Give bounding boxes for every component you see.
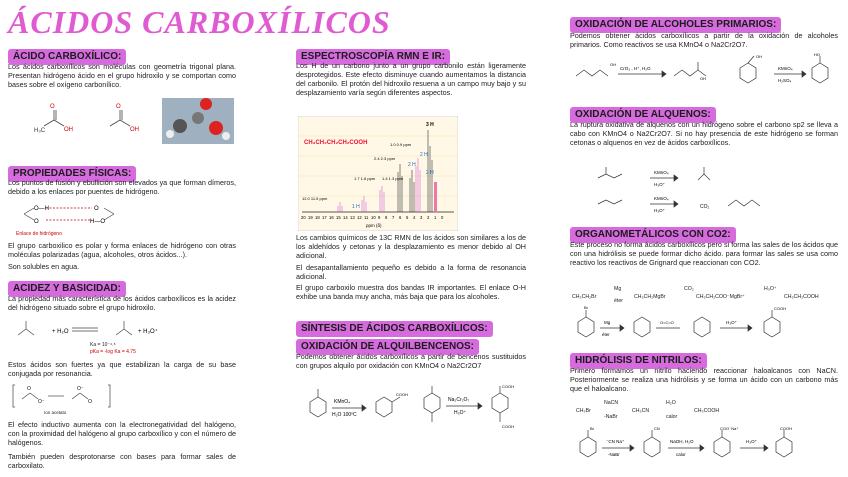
svg-text:12: 12 [357, 215, 362, 220]
eq-grignard: CH₃CH₂MgBr [634, 294, 666, 300]
svg-text:4: 4 [413, 215, 416, 220]
text-hidrolisis-nitrilos: Primero formamos un nitrilo haciendo reaccionar haloalcanos con NaCN. Posteriormente se realiza una hidrólisis y se forma un ácido con un carbono más que el haloalcano. [570, 366, 838, 393]
alkylbenzene-oxidation [296, 384, 526, 442]
eq-acetic-acid: CH₃COOH [694, 408, 720, 414]
svg-text:9: 9 [378, 215, 381, 220]
nitrile-cyclic [570, 424, 840, 468]
eq-ether: éter [614, 298, 623, 304]
resonance-diagram [12, 383, 122, 411]
nmr-label-2h-c: 2 H [426, 170, 434, 176]
nmr-formula: CH₃CH₂CH₂CH₂COOH [304, 140, 368, 146]
nmr-peak-5: 1.4 1.3 ppm [382, 176, 404, 181]
svg-text:OH: OH [610, 62, 616, 67]
eq-nacn: NaCN [604, 400, 619, 406]
reagent-kmno4-3: KMnO₄ [654, 170, 669, 175]
svg-text:O⁻: O⁻ [38, 399, 45, 405]
nmr-label-2h-b: 2 H [408, 162, 416, 168]
reagent-mg: Mg [604, 320, 611, 325]
text-organometalicos: Este proceso no forma ácidos carboxílicos pero si forma las sales de los ácidos que con una hidrólisis se puede formar dicho ácido. para formar las sales se usa como reactivo los reactivos de Grignard que reaccionan con CO2. [570, 240, 838, 267]
nmr-label-3h: 3 H [426, 122, 434, 128]
eq-ethyl-bromide: CH₃CH₂Br [572, 294, 597, 300]
reagent-na2cr2o7: Na₂Cr₂O₇ [448, 397, 470, 403]
svg-text:+ H₂O: + H₂O [52, 329, 69, 335]
svg-text:O: O [34, 219, 39, 225]
svg-text:COOH: COOH [780, 426, 792, 431]
svg-text:1: 1 [434, 215, 437, 220]
ka-value: Ka = 10⁻⁴.⁸ [90, 342, 116, 348]
hydrogen-bond-label: Enlace de hidrógeno [16, 231, 62, 237]
text-espectroscopia-1: Los H de un carbono junto a un grupo carbonilo están ligeramente desprotegidos. Este efecto disminuye cuando aumentamos la distancia del carbonilo. El protón del hidroxilo resuena a un campo muy bajo y su desplazamiento varía según diferentes aspectos. [296, 61, 526, 97]
svg-text:H—O: H—O [90, 219, 105, 225]
heading-propiedades-fisicas: PROPIEDADES FÍSICAS: [8, 166, 136, 182]
svg-text:19: 19 [308, 215, 313, 220]
heading-acidez: ACIDEZ Y BASICIDAD: [8, 281, 126, 297]
nmr-peak-4: 1.7 1.6 ppm [354, 176, 376, 181]
svg-text:11: 11 [364, 215, 369, 220]
text-oxidacion-alquilbencenos: Podemos obtener ácidos carboxílicos a partir de bencenos sustituidos con grupos alquilo por oxidación con KMnO4 o Na2Cr2O7 [296, 352, 526, 370]
reagent-kmno4-4: KMnO₄ [654, 196, 669, 201]
heading-oxidacion-alcoholes: OXIDACIÓN DE ALCOHOLES PRIMARIOS: [570, 17, 781, 33]
svg-text:16: 16 [329, 215, 334, 220]
reagent-h3o-3: H₃O⁺ [654, 208, 665, 213]
svg-text:O⁻: O⁻ [77, 386, 84, 392]
nitrile-equation [570, 398, 840, 422]
svg-text:O: O [50, 104, 55, 110]
text-espectroscopia-3: El desapantallamiento pequeño es debido a la forma de resonancia adicional. [296, 263, 526, 281]
eq-calor: calor [666, 414, 678, 420]
eq-h2o: H₂O [666, 400, 676, 406]
heading-acido-carboxilico: ÁCIDO CARBOXÍLICO: [8, 49, 126, 65]
svg-text:17: 17 [322, 215, 327, 220]
svg-text:13: 13 [350, 215, 355, 220]
svg-text:COOH: COOH [502, 424, 514, 429]
svg-text:Br: Br [584, 306, 588, 310]
heading-organometalicos: ORGANOMETÁLICOS CON CO2: [570, 227, 736, 243]
reagent-h3o-4: H₃O⁺ [726, 320, 737, 325]
heading-oxidacion-alquenos: OXIDACIÓN DE ALQUENOS: [570, 107, 716, 123]
text-acidez-2: Estos ácidos son fuertes ya que estabilizan la carga de su base conjugada por resonancia. [8, 360, 236, 378]
co2-product: CO₂ [700, 204, 710, 210]
svg-text:O: O [27, 386, 31, 392]
svg-text:COO⁻Na⁺: COO⁻Na⁺ [720, 426, 739, 431]
text-propiedades-2: El grupo carboxilico es polar y forma enlaces de hidrógeno con otras moléculas polarizadas (agua, alcoholes, otros ácidos...). [8, 241, 236, 259]
svg-text:O=C=O: O=C=O [660, 320, 674, 325]
reagent-calor: calor [676, 452, 686, 457]
svg-text:6: 6 [399, 215, 402, 220]
svg-text:7: 7 [392, 215, 395, 220]
svg-text:O: O [116, 104, 121, 110]
eq-mg: Mg [614, 286, 622, 292]
svg-text:COOH: COOH [396, 392, 408, 397]
eq-h3o: H₃O⁺ [764, 286, 777, 292]
text-espectroscopia-2: Los cambios químicos de 13C RMN de los ácidos son similares a los de los aldehídos y cetonas y la desplazamiento es menor debido al OH adicional. [296, 233, 526, 260]
text-oxidacion-alquenos: La ruptura oxidativa de alquenos con un hidrógeno sobre el carbono sp2 se lleva a cabo con KMnO4 o Na2Cr2O7. Si no hay presencia de este hidrógeno se forman cetonas o alquenos en vez de ácidos carboxílicos. [570, 120, 838, 147]
svg-text:3: 3 [420, 215, 423, 220]
svg-text:15: 15 [336, 215, 341, 220]
nmr-axis-label: ppm (δ) [366, 223, 382, 228]
reagent-h3o: H₃O⁺ [454, 410, 467, 416]
carboxylic-acid-structures [30, 98, 240, 150]
reagent-cro3: CrO₃ , H⁺, H₂O [620, 66, 651, 71]
grignard-cyclic [570, 306, 840, 346]
svg-text:18: 18 [315, 215, 320, 220]
reagent-kmno4: KMnO₄ [334, 399, 351, 405]
text-acido-carboxilico: Los ácidos carboxílicos son moléculas con geometría trigonal plana. Presentan hidrógeno ácido en el grupo hidroxilo y se comportan como bases sobre el oxígeno carbonílico. [8, 62, 236, 89]
text-acidez-3: El efecto inductivo aumenta con la electronegatividad del halógeno, con la proximidad del halógeno al grupo carboxílico y con el número de halógenos. [8, 420, 236, 447]
svg-text:OH: OH [700, 76, 706, 81]
reagent-h3o-2: H₃O⁺ [654, 182, 665, 187]
acetate-label: Ion acetato [44, 410, 67, 415]
svg-text:8: 8 [385, 215, 388, 220]
text-oxidacion-alcoholes: Podemos obtener ácidos carboxílicos a partir de la oxidación de alcoholes primarios. Como reactivos se usa KMnO4 o Na2Cr2O7. [570, 31, 838, 49]
heading-oxidacion-alquilbencenos: OXIDACIÓN DE ALQUILBENCENOS: [296, 339, 479, 355]
svg-text:H₃C: H₃C [34, 128, 46, 134]
nmr-peak-1: 12.0 11.5 ppm [302, 196, 328, 201]
svg-text:OH: OH [64, 127, 73, 133]
svg-text:O—H: O—H [34, 206, 49, 212]
alkene-oxidation [570, 162, 840, 218]
svg-text:OH: OH [756, 54, 762, 59]
text-espectroscopia-4: El grupo carboxilo muestra dos bandas IR importantes. El enlace O-H exhibe una banda muy ancha, más baja que para los alcoholes. [296, 283, 526, 301]
page-title: ÁCIDOS CARBOXÍLICOS [8, 4, 391, 40]
eq-nabr: -NaBr [604, 414, 618, 420]
nmr-peak-2: 2.4 2.3 ppm [374, 156, 396, 161]
eq-methyl-bromide: CH₃Br [576, 408, 591, 414]
svg-text:COOH: COOH [774, 306, 786, 311]
nmr-label-2h-a: 2 H [420, 152, 428, 158]
text-acidez-4: También pueden desprotonarse con bases para formar sales de carboxilato. [8, 452, 236, 470]
svg-text:O: O [88, 399, 92, 405]
text-propiedades-3: Son solubles en agua. [8, 262, 80, 271]
svg-text:CN: CN [654, 426, 660, 431]
reagent-cn-na: ⁻CN Na⁺ [606, 439, 625, 444]
eq-co2: CO₂ [684, 286, 694, 292]
reagent-ether: éter [602, 332, 610, 337]
nmr-spectrum [298, 116, 458, 231]
svg-text:2: 2 [427, 215, 430, 220]
reagent-naoh: NaOH, H₂O [670, 439, 694, 444]
dimer-diagram [14, 198, 124, 230]
alcohol-oxidation [570, 52, 840, 98]
svg-text:10: 10 [371, 215, 376, 220]
heading-hidrolisis-nitrilos: HIDRÓLISIS DE NITRILOS: [570, 353, 707, 369]
svg-text:20: 20 [301, 215, 306, 220]
svg-text:OH: OH [130, 127, 139, 133]
nmr-label-1h: 1 H [352, 204, 360, 210]
heading-espectroscopia: ESPECTROSCOPÍA RMN E IR: [296, 49, 450, 65]
reagent-h2o-heat: H₂O 100ºC [332, 412, 357, 418]
heading-sintesis: SÍNTESIS DE ÁCIDOS CARBOXÍLICOS: [296, 321, 493, 337]
eq-carboxylate-salt: CH₃CH₂COO⁻MgBr⁺ [696, 294, 745, 300]
grignard-equation [570, 286, 840, 304]
svg-text:0: 0 [441, 215, 444, 220]
svg-text:14: 14 [343, 215, 348, 220]
svg-text:Br: Br [590, 426, 594, 431]
pka-value: pKa = -log Ka = 4.75 [90, 349, 136, 355]
svg-text:+ H₃O⁺: + H₃O⁺ [138, 329, 158, 335]
svg-text:O: O [94, 206, 99, 212]
reagent-nabr: -NaBr [608, 452, 620, 457]
reagent-h2so4: H₂SO₄ [778, 78, 792, 83]
eq-acetonitrile: CH₃CN [632, 408, 650, 414]
svg-text:5: 5 [406, 215, 409, 220]
svg-text:COOH: COOH [502, 384, 514, 389]
nmr-peak-3: 1.0 0.9 ppm [390, 142, 412, 147]
text-acidez-1: La propiedad más característica de los ácidos carboxílicos es la acidez del hidrógeno situado sobre el grupo hidroxilo. [8, 294, 236, 312]
svg-text:HO: HO [814, 52, 820, 57]
reagent-kmno4-2: KMnO₄ [778, 66, 793, 71]
reagent-h3o-5: H₃O⁺ [746, 439, 757, 444]
text-propiedades-1: Los puntos de fusión y ebullición son elevados ya que forman dímeros, debido a los enlaces por puentes de hidrógeno. [8, 178, 236, 196]
eq-propanoic-acid: CH₃CH₂COOH [784, 294, 819, 300]
